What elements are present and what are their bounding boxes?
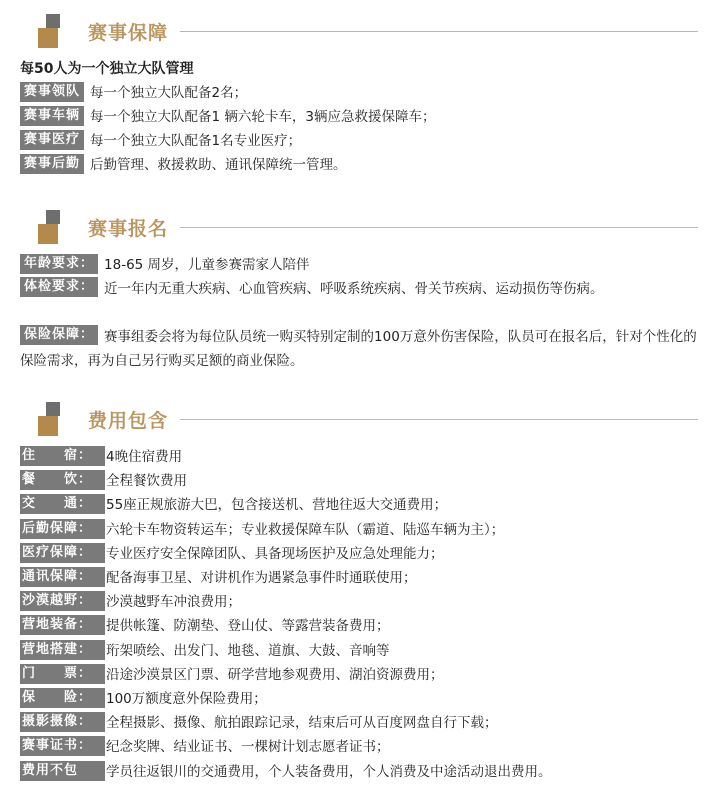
item-label: 年龄要求： <box>20 254 98 274</box>
list-item <box>20 736 700 758</box>
item-label: 医疗保障： <box>20 543 105 563</box>
section-title: 赛事保障 <box>88 22 169 44</box>
list-item <box>20 543 700 565</box>
item-label: 赛事证书： <box>20 736 105 756</box>
divider <box>180 31 698 32</box>
item-label: 沙漠越野： <box>20 591 105 611</box>
item-text: 100万额度意外保险费用； <box>106 691 267 707</box>
item-label: 费用不包含： <box>20 761 105 781</box>
item-label: 摄影摄像： <box>20 712 105 732</box>
item-text: 每一个独立大队配备2名； <box>90 85 248 101</box>
item-label: 保 险： <box>20 688 105 708</box>
decor-square-icon <box>46 210 60 224</box>
list-item <box>20 325 700 373</box>
item-label: 餐 饮： <box>20 470 105 490</box>
item-label: 体检要求： <box>20 277 98 297</box>
item-label: 赛事后勤 <box>20 154 84 174</box>
list-item <box>20 494 700 516</box>
item-text: 学员往返银川的交通费用，个人装备费用，个人消费及中途活动退出费用。 <box>106 763 552 780</box>
section-title: 赛事报名 <box>88 218 169 240</box>
item-text: 配备海事卫星、对讲机作为遇紧急事件时通联使用； <box>106 570 417 586</box>
decor-square-icon <box>38 224 58 244</box>
list-item <box>20 154 700 176</box>
section-title: 费用包含 <box>88 410 169 432</box>
list-item <box>20 82 700 104</box>
item-text: 沿途沙漠景区门票、研学营地参观费用、湖泊资源费用； <box>106 666 444 683</box>
item-text: 沙漠越野车冲浪费用； <box>106 594 241 611</box>
list-item <box>20 761 700 798</box>
item-label: 后勤保障： <box>20 519 105 539</box>
item-text: 每一个独立大队配备1 辆六轮卡车，3辆应急救援保障车； <box>90 109 436 125</box>
list-item <box>20 591 700 613</box>
list-item <box>20 254 700 276</box>
item-label: 通讯保障： <box>20 567 105 587</box>
item-text: 后勤管理、救援救助、通讯保障统一管理。 <box>90 157 347 173</box>
list-item <box>20 688 700 710</box>
list-item <box>20 664 700 686</box>
item-text: 赛事组委会将为每位队员统一购买特别定制的100万意外伤害保险，队员可在报名后，针对个性化的保险需求，再为自己另行购买足额的商业保险。 <box>20 329 697 369</box>
list-item <box>20 446 700 468</box>
section-header-register <box>38 210 698 244</box>
list-item <box>20 277 700 301</box>
item-label: 赛事领队 <box>20 82 84 102</box>
list-item <box>20 519 700 541</box>
decor-square-icon <box>46 402 60 416</box>
decor-square-icon <box>46 14 60 28</box>
item-text: 全程摄影、摄像、航拍跟踪记录，结束后可从百度网盘自行下载； <box>106 715 498 732</box>
decor-square-icon <box>38 28 58 48</box>
item-label: 营地搭建： <box>20 640 105 660</box>
item-text: 全程餐饮费用 <box>106 473 187 490</box>
item-text: 珩架喷绘、出发门、地毯、道旗、大鼓、音响等 <box>106 642 390 659</box>
item-text: 18-65 周岁，儿童参赛需家人陪伴 <box>104 257 310 273</box>
list-item <box>20 470 700 492</box>
divider <box>180 227 698 228</box>
list-item <box>20 615 700 637</box>
list-item <box>20 130 700 152</box>
item-label: 赛事车辆 <box>20 106 84 126</box>
item-text: 4晚住宿费用 <box>106 449 183 465</box>
list-item <box>20 640 700 662</box>
item-label: 门 票： <box>20 664 105 684</box>
item-label: 保险保障： <box>20 325 98 345</box>
item-text: 专业医疗安全保障团队、具备现场医护及应急处理能力； <box>106 545 444 562</box>
item-text: 每一个独立大队配备1名专业医疗； <box>90 133 302 149</box>
item-text: 纪念奖牌、结业证书、一棵树计划志愿者证书； <box>106 739 390 756</box>
decor-square-icon <box>38 416 58 436</box>
guarantee-subtitle: 每50人为一个独立大队管理 <box>20 61 194 77</box>
item-text: 六轮卡车物资转运车；专业救援保障车队（霸道、陆巡车辆为主）； <box>106 521 505 538</box>
item-text: 近一年内无重大疾病、心血管疾病、呼吸系统疾病、骨关节疾病、运动损伤等伤病。 <box>104 281 604 297</box>
list-item <box>20 712 700 734</box>
list-item <box>20 567 700 589</box>
item-text: 提供帐篷、防潮垫、登山仗、等露营装备费用； <box>106 618 390 635</box>
divider <box>180 419 698 420</box>
section-header-guarantee <box>38 14 698 48</box>
item-text: 55座正规旅游大巴，包含接送机、营地往返大交通费用； <box>106 497 448 514</box>
item-label: 交 通： <box>20 494 105 514</box>
section-header-fees <box>38 402 698 436</box>
item-label: 住 宿： <box>20 446 105 466</box>
item-label: 营地装备： <box>20 615 105 635</box>
list-item <box>20 106 700 128</box>
item-label: 赛事医疗 <box>20 130 84 150</box>
